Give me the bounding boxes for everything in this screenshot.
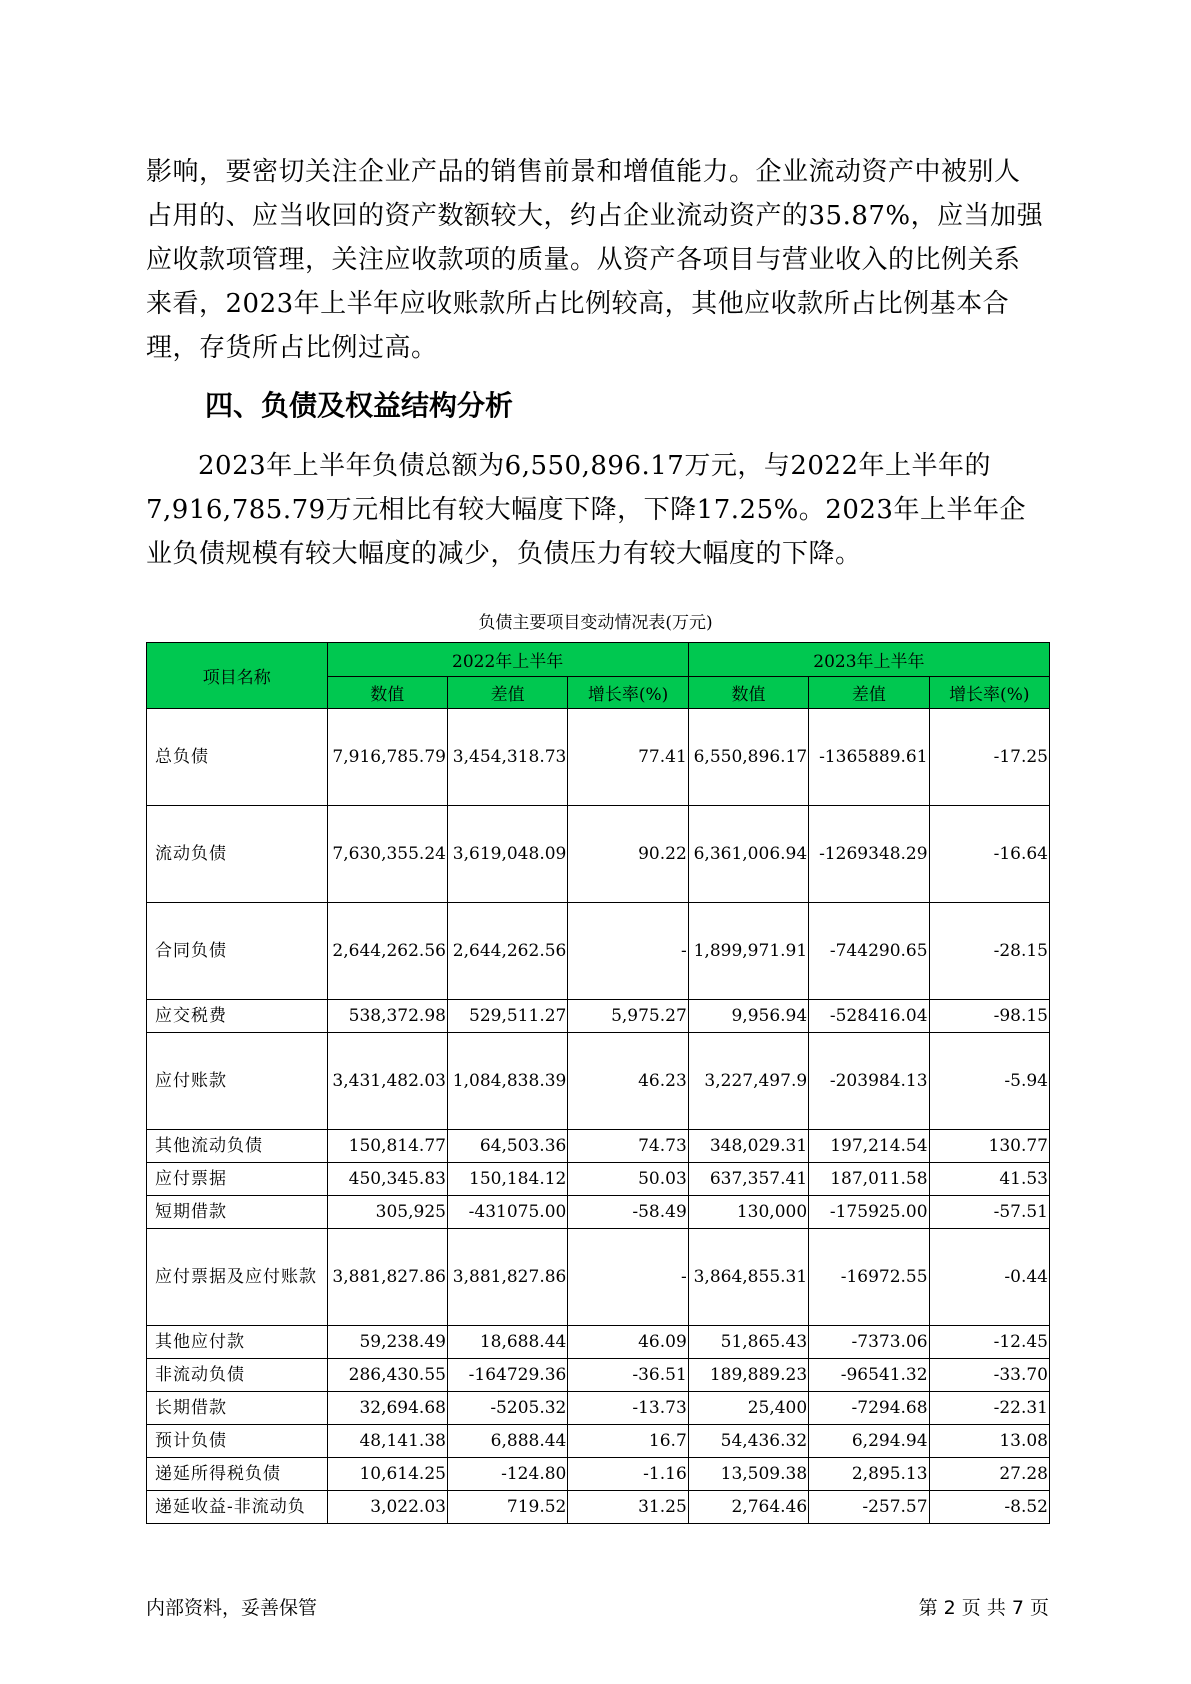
cell-g22: -1.16 [568, 1458, 688, 1491]
cell-v23: 3,227,497.9 [688, 1033, 808, 1130]
header-item-name: 项目名称 [147, 643, 328, 709]
cell-d22: 64,503.36 [447, 1130, 567, 1163]
cell-d23: 187,011.58 [809, 1163, 929, 1196]
table-row [147, 1458, 1050, 1491]
cell-d22: 719.52 [447, 1491, 567, 1524]
table-row [147, 806, 1050, 903]
table-row [147, 1163, 1050, 1196]
table-row [147, 1033, 1050, 1130]
cell-v22: 3,881,827.86 [327, 1229, 447, 1326]
cell-g22: 46.23 [568, 1033, 688, 1130]
table-row [147, 1229, 1050, 1326]
cell-g22: 16.7 [568, 1425, 688, 1458]
cell-g22: -58.49 [568, 1196, 688, 1229]
liabilities-table [146, 642, 1050, 1524]
body-paragraph-2: 2023年上半年负债总额为6,550,896.17万元，与2022年上半年的7,916,785.79万元相比有较大幅度下降，下降17.25%。2023年上半年企业负债规模有较大幅度的减少，负债压力有较大幅度的下降。 [146, 451, 1026, 569]
cell-v23: 348,029.31 [688, 1130, 808, 1163]
cell-g23: -8.52 [929, 1491, 1049, 1524]
cell-v22: 150,814.77 [327, 1130, 447, 1163]
cell-v22: 2,644,262.56 [327, 903, 447, 1000]
cell-v23: 3,864,855.31 [688, 1229, 808, 1326]
cell-v23: 25,400 [688, 1392, 808, 1425]
cell-name: 应付票据及应付账款 [147, 1229, 328, 1326]
cell-d22: 1,084,838.39 [447, 1033, 567, 1130]
cell-d22: 2,644,262.56 [447, 903, 567, 1000]
cell-d23: -1365889.61 [809, 709, 929, 806]
cell-name: 应付账款 [147, 1033, 328, 1130]
table-row [147, 1425, 1050, 1458]
cell-d22: -124.80 [447, 1458, 567, 1491]
cell-d23: 2,895.13 [809, 1458, 929, 1491]
cell-g23: 130.77 [929, 1130, 1049, 1163]
cell-g23: -98.15 [929, 1000, 1049, 1033]
footer-confidential-note: 内部资料，妥善保管 [146, 1597, 318, 1619]
cell-g22: -36.51 [568, 1359, 688, 1392]
cell-g22: 46.09 [568, 1326, 688, 1359]
cell-g23: 27.28 [929, 1458, 1049, 1491]
cell-v22: 450,345.83 [327, 1163, 447, 1196]
cell-g22: - [568, 903, 688, 1000]
table-row [147, 1130, 1050, 1163]
cell-d22: -164729.36 [447, 1359, 567, 1392]
cell-d23: -7373.06 [809, 1326, 929, 1359]
cell-d22: 529,511.27 [447, 1000, 567, 1033]
cell-d23: -203984.13 [809, 1033, 929, 1130]
cell-name: 合同负债 [147, 903, 328, 1000]
cell-v22: 32,694.68 [327, 1392, 447, 1425]
table-row [147, 709, 1050, 806]
header-diff-2022: 差值 [447, 677, 567, 709]
cell-d22: -431075.00 [447, 1196, 567, 1229]
table-row [147, 1392, 1050, 1425]
cell-name: 预计负债 [147, 1425, 328, 1458]
cell-g22: 5,975.27 [568, 1000, 688, 1033]
cell-g22: 50.03 [568, 1163, 688, 1196]
cell-d22: 3,454,318.73 [447, 709, 567, 806]
cell-v23: 54,436.32 [688, 1425, 808, 1458]
cell-d22: 3,619,048.09 [447, 806, 567, 903]
cell-name: 短期借款 [147, 1196, 328, 1229]
cell-v23: 1,899,971.91 [688, 903, 808, 1000]
cell-d23: 6,294.94 [809, 1425, 929, 1458]
cell-g22: -13.73 [568, 1392, 688, 1425]
header-group-2023: 2023年上半年 [688, 643, 1049, 677]
table-title: 负债主要项目变动情况表(万元) [478, 613, 713, 633]
cell-v22: 3,022.03 [327, 1491, 447, 1524]
cell-v23: 2,764.46 [688, 1491, 808, 1524]
cell-g23: -16.64 [929, 806, 1049, 903]
table-row [147, 1196, 1050, 1229]
cell-v22: 7,630,355.24 [327, 806, 447, 903]
cell-d23: -7294.68 [809, 1392, 929, 1425]
cell-v22: 48,141.38 [327, 1425, 447, 1458]
header-growth-2023: 增长率(%) [929, 677, 1049, 709]
cell-g23: -57.51 [929, 1196, 1049, 1229]
cell-name: 其他流动负债 [147, 1130, 328, 1163]
cell-v22: 59,238.49 [327, 1326, 447, 1359]
table-row [147, 1491, 1050, 1524]
cell-d23: -1269348.29 [809, 806, 929, 903]
cell-g23: -33.70 [929, 1359, 1049, 1392]
cell-v23: 6,361,006.94 [688, 806, 808, 903]
cell-v22: 7,916,785.79 [327, 709, 447, 806]
cell-v23: 13,509.38 [688, 1458, 808, 1491]
cell-d22: 6,888.44 [447, 1425, 567, 1458]
cell-d23: -528416.04 [809, 1000, 929, 1033]
cell-v22: 286,430.55 [327, 1359, 447, 1392]
cell-g23: -12.45 [929, 1326, 1049, 1359]
table-row [147, 903, 1050, 1000]
cell-d23: -257.57 [809, 1491, 929, 1524]
table-row [147, 1326, 1050, 1359]
cell-d23: 197,214.54 [809, 1130, 929, 1163]
footer-page-number: 第 2 页 共 7 页 [918, 1597, 1049, 1619]
cell-g22: 74.73 [568, 1130, 688, 1163]
cell-g23: -0.44 [929, 1229, 1049, 1326]
cell-name: 递延收益-非流动负 [147, 1491, 328, 1524]
cell-d22: 150,184.12 [447, 1163, 567, 1196]
cell-name: 应交税费 [147, 1000, 328, 1033]
cell-d23: -96541.32 [809, 1359, 929, 1392]
cell-name: 递延所得税负债 [147, 1458, 328, 1491]
cell-g22: 31.25 [568, 1491, 688, 1524]
cell-v22: 305,925 [327, 1196, 447, 1229]
cell-name: 流动负债 [147, 806, 328, 903]
cell-v23: 51,865.43 [688, 1326, 808, 1359]
cell-d22: 3,881,827.86 [447, 1229, 567, 1326]
cell-v23: 130,000 [688, 1196, 808, 1229]
cell-d23: -175925.00 [809, 1196, 929, 1229]
cell-v22: 538,372.98 [327, 1000, 447, 1033]
cell-g23: -5.94 [929, 1033, 1049, 1130]
cell-v23: 637,357.41 [688, 1163, 808, 1196]
header-value-2023: 数值 [688, 677, 808, 709]
cell-name: 非流动负债 [147, 1359, 328, 1392]
cell-g23: 41.53 [929, 1163, 1049, 1196]
cell-g22: - [568, 1229, 688, 1326]
cell-v22: 10,614.25 [327, 1458, 447, 1491]
cell-d23: -16972.55 [809, 1229, 929, 1326]
cell-g23: 13.08 [929, 1425, 1049, 1458]
cell-name: 其他应付款 [147, 1326, 328, 1359]
header-group-2022: 2022年上半年 [327, 643, 688, 677]
section-heading: 四、负债及权益结构分析 [205, 389, 514, 422]
cell-d22: 18,688.44 [447, 1326, 567, 1359]
cell-g22: 90.22 [568, 806, 688, 903]
cell-d22: -5205.32 [447, 1392, 567, 1425]
cell-g23: -17.25 [929, 709, 1049, 806]
cell-g23: -22.31 [929, 1392, 1049, 1425]
table-row [147, 1000, 1050, 1033]
table-row [147, 1359, 1050, 1392]
cell-name: 总负债 [147, 709, 328, 806]
cell-v22: 3,431,482.03 [327, 1033, 447, 1130]
header-growth-2022: 增长率(%) [568, 677, 688, 709]
cell-g23: -28.15 [929, 903, 1049, 1000]
cell-v23: 189,889.23 [688, 1359, 808, 1392]
cell-name: 长期借款 [147, 1392, 328, 1425]
body-paragraph-1: 影响，要密切关注企业产品的销售前景和增值能力。企业流动资产中被别人占用的、应当收回的资产数额较大，约占企业流动资产的35.87%，应当加强应收款项管理，关注应收款项的质量。从资产各项目与营业收入的比例关系来看，2023年上半年应收账款所占比例较高，其他应收款所占比例基本合理，存货所占比例过高。 [146, 157, 1044, 363]
cell-name: 应付票据 [147, 1163, 328, 1196]
header-diff-2023: 差值 [809, 677, 929, 709]
header-value-2022: 数值 [327, 677, 447, 709]
cell-v23: 9,956.94 [688, 1000, 808, 1033]
cell-d23: -744290.65 [809, 903, 929, 1000]
cell-g22: 77.41 [568, 709, 688, 806]
cell-v23: 6,550,896.17 [688, 709, 808, 806]
